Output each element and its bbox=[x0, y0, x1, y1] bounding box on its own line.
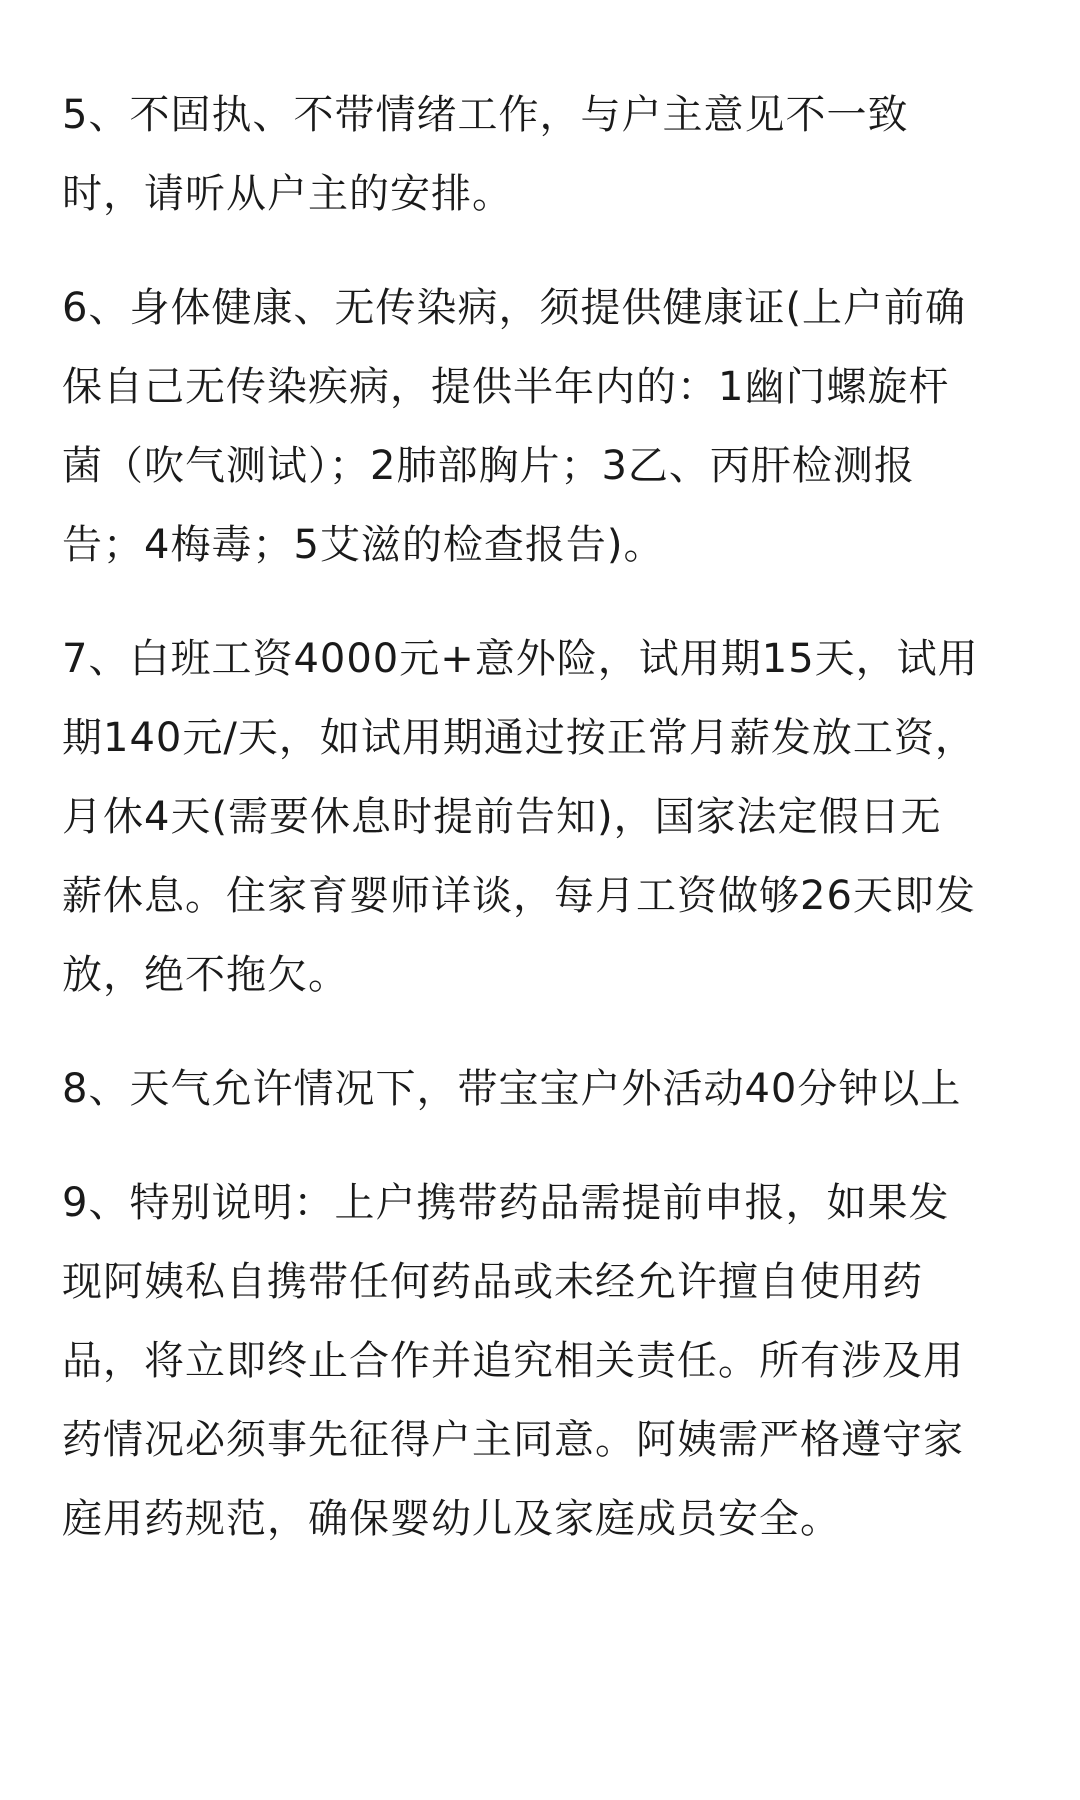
text-line: 月休4天(需要休息时提前告知)，国家法定假日无 bbox=[62, 794, 942, 840]
text-line: 薪休息。住家育婴师详谈，每月工资做够26天即发 bbox=[62, 873, 976, 919]
text-line: 菌（吹气测试）；2肺部胸片；3乙、丙肝检测报 bbox=[62, 443, 915, 489]
text-line: 期140元/天，如试用期通过按正常月薪发放工资， bbox=[62, 715, 976, 761]
text-line: 保自己无传染疾病，提供半年内的：1幽门螺旋杆 bbox=[62, 364, 950, 410]
text-line: 6、身体健康、无传染病，须提供健康证(上户前确 bbox=[62, 285, 967, 331]
text-line: 庭用药规范，确保婴幼儿及家庭成员安全。 bbox=[62, 1496, 841, 1542]
document-body bbox=[62, 76, 1022, 1594]
item-9-paragraph bbox=[62, 1164, 1022, 1559]
text-line: 8、天气允许情况下，带宝宝户外活动40分钟以上 bbox=[62, 1066, 962, 1112]
text-line: 品，将立即终止合作并追究相关责任。所有涉及用 bbox=[62, 1338, 964, 1384]
text-line: 9、特别说明：上户携带药品需提前申报，如果发 bbox=[62, 1180, 950, 1226]
text-line: 告；4梅毒；5艾滋的检查报告)。 bbox=[62, 522, 665, 568]
text-line: 放，绝不拖欠。 bbox=[62, 952, 349, 998]
item-7-paragraph bbox=[62, 620, 1022, 1015]
text-line: 现阿姨私自携带任何药品或未经允许擅自使用药 bbox=[62, 1259, 923, 1305]
item-8-paragraph bbox=[62, 1050, 1022, 1129]
item-5-paragraph bbox=[62, 76, 1022, 234]
text-line: 7、白班工资4000元+意外险，试用期15天，试用 bbox=[62, 636, 979, 682]
text-line: 时，请听从户主的安排。 bbox=[62, 171, 513, 217]
text-line: 5、不固执、不带情绪工作，与户主意见不一致 bbox=[62, 92, 909, 138]
text-line: 药情况必须事先征得户主同意。阿姨需严格遵守家 bbox=[62, 1417, 964, 1463]
item-6-paragraph bbox=[62, 269, 1022, 585]
